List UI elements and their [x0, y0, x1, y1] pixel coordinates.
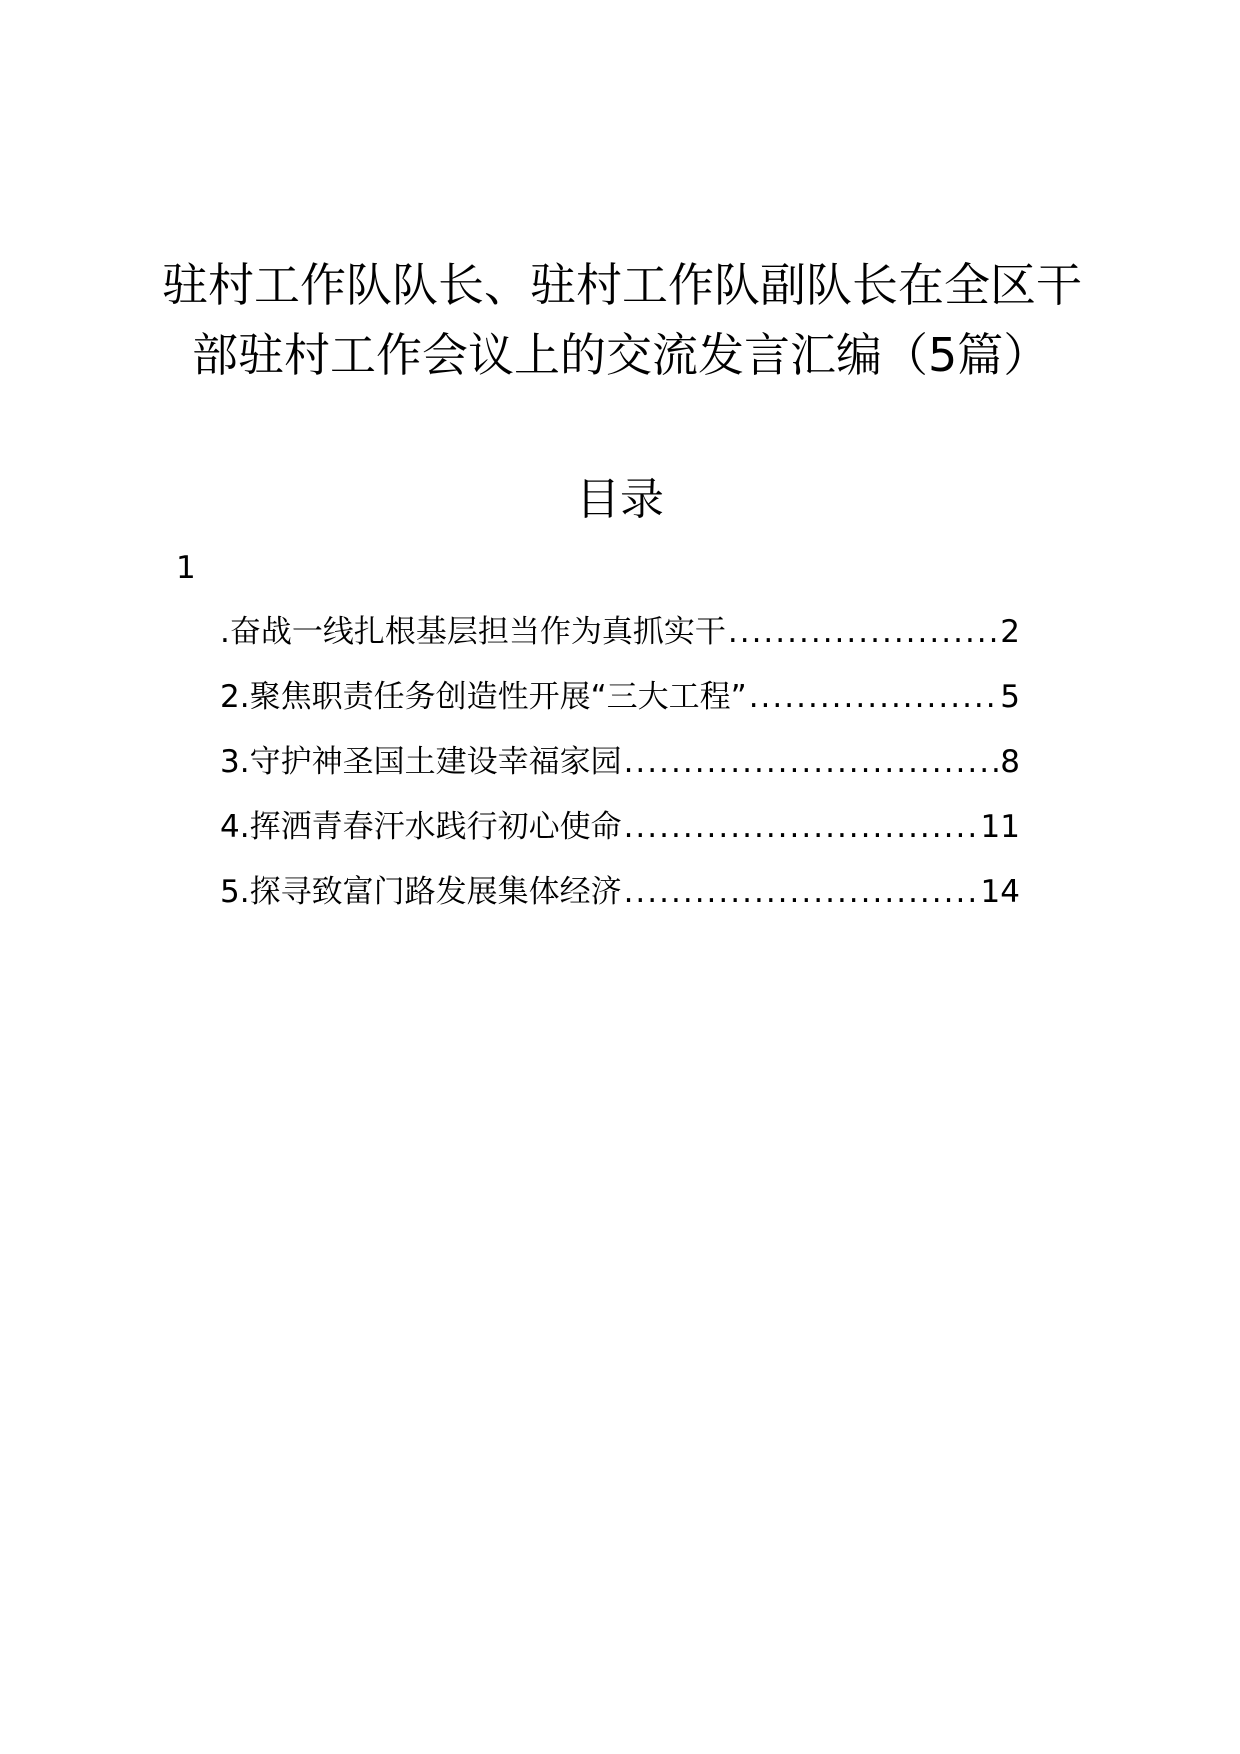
toc-entry-1[interactable]	[220, 612, 1020, 677]
toc-entry-title: .奋战一线扎根基层担当作为真抓实干	[220, 614, 726, 650]
toc-entry-title: 3.守护神圣国土建设幸福家园	[220, 744, 622, 780]
toc-entry-2[interactable]	[220, 677, 1020, 742]
toc-entry-page: 5	[1000, 679, 1020, 715]
toc-dot-leader	[749, 677, 999, 717]
toc-dot-leader	[624, 872, 979, 912]
toc-dot-leader	[728, 612, 998, 652]
toc-lead-number: 1	[176, 550, 196, 586]
toc-entry-4[interactable]	[220, 807, 1020, 872]
toc-dot-leader	[624, 807, 979, 847]
toc-entry-page: 14	[980, 874, 1020, 910]
toc-entry-page: 11	[980, 809, 1020, 845]
document-title	[150, 250, 1090, 390]
toc-entry-3[interactable]	[220, 742, 1020, 807]
toc-dot-leader	[624, 742, 999, 782]
title-line-2: 部驻村工作会议上的交流发言汇编（5篇）	[192, 328, 1050, 382]
toc-heading: 目录	[576, 474, 664, 525]
toc-entry-5[interactable]	[220, 872, 1020, 937]
toc-entry-page: 2	[1000, 614, 1020, 650]
toc-entry-title: 5.探寻致富门路发展集体经济	[220, 874, 622, 910]
table-of-contents	[220, 612, 1020, 937]
title-line-1: 驻村工作队队长、驻村工作队副队长在全区干	[162, 258, 1082, 312]
toc-entry-title: 4.挥洒青春汗水践行初心使命	[220, 809, 622, 845]
toc-entry-title: 2.聚焦职责任务创造性开展“三大工程”	[220, 679, 747, 715]
toc-entry-page: 8	[1000, 744, 1020, 780]
